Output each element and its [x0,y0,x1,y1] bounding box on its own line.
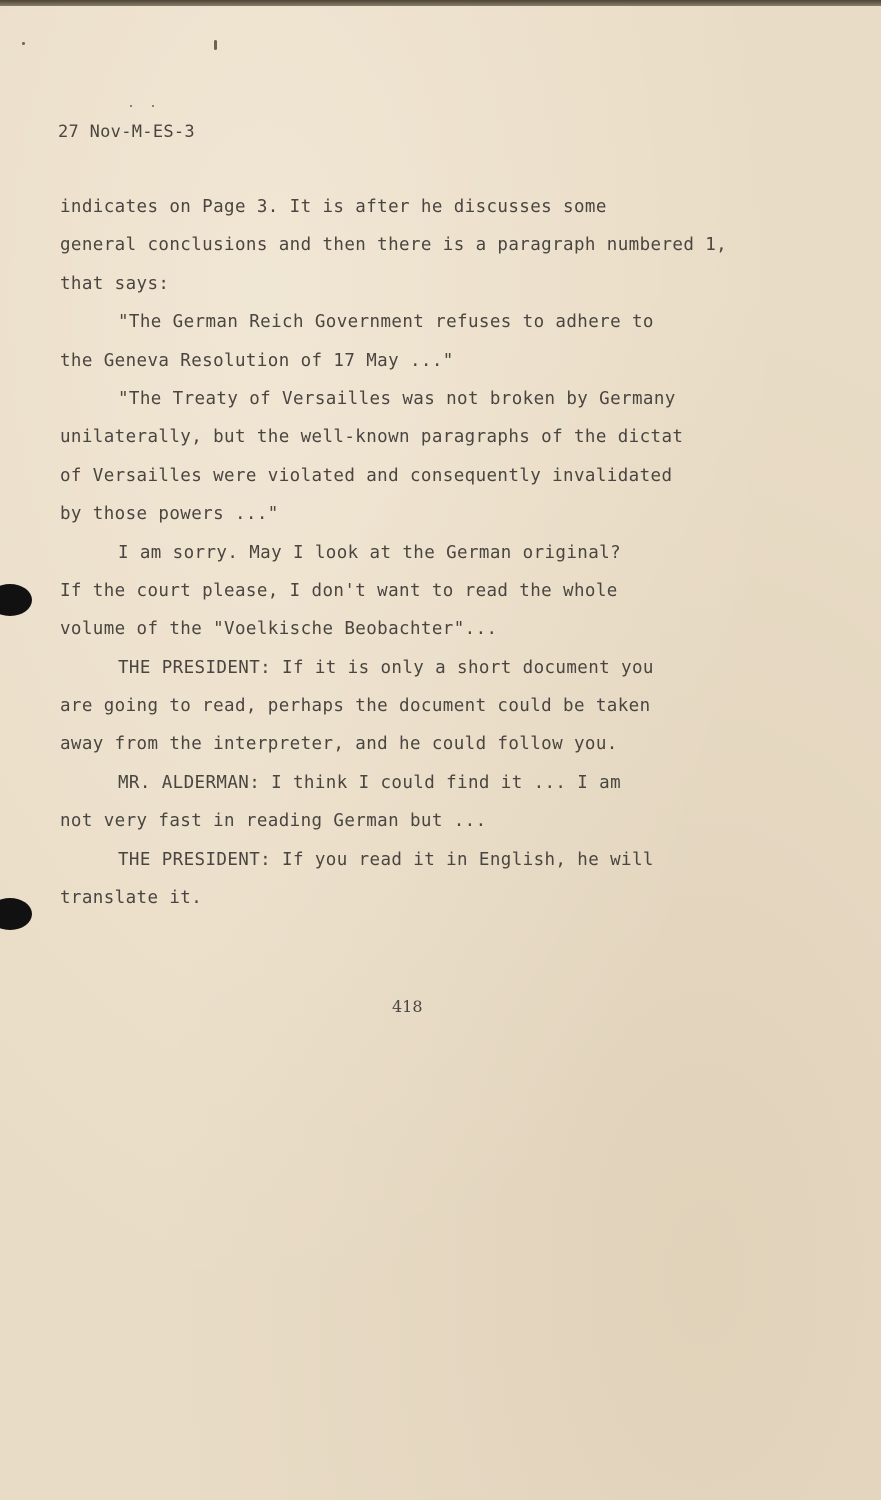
text-line: the Geneva Resolution of 17 May ..." [60,350,454,371]
document-header: 27 Nov-M-ES-3 [58,122,195,142]
page-number: 418 [392,997,423,1016]
text-line: not very fast in reading German but ... [60,811,487,832]
page-top-edge [0,0,881,6]
paper-speck [152,105,154,107]
text-line: translate it. [60,888,203,909]
text-line: volume of the "Voelkische Beobachter"... [60,619,498,640]
text-line: THE PRESIDENT: If you read it in English, he will [118,849,654,870]
punch-hole-lower [0,898,32,930]
text-line: by those powers ..." [60,504,279,525]
paper-speck [22,42,25,45]
text-line: unilaterally, but the well-known paragraphs of the dictat [60,427,684,448]
text-line: of Versailles were violated and consequently invalidated [60,465,673,486]
transcript-body [60,193,780,922]
text-line: general conclusions and then there is a paragraph numbered 1, [60,235,728,256]
text-line: that says: [60,273,170,294]
text-line: "The Treaty of Versailles was not broken by Germany [118,388,676,409]
paper-speck [130,105,132,107]
text-line: THE PRESIDENT: If it is only a short document you [118,657,654,678]
text-line: MR. ALDERMAN: I think I could find it ... I am [118,772,622,793]
punch-hole-upper [0,584,32,616]
text-line: I am sorry. May I look at the German original? [118,542,622,563]
text-line: "The German Reich Government refuses to adhere to [118,312,654,333]
text-line: If the court please, I don't want to read the whole [60,580,618,601]
text-line: away from the interpreter, and he could follow you. [60,734,618,755]
text-line: are going to read, perhaps the document could be taken [60,696,651,717]
paper-speck [214,40,217,50]
text-line: indicates on Page 3. It is after he discusses some [60,197,607,217]
